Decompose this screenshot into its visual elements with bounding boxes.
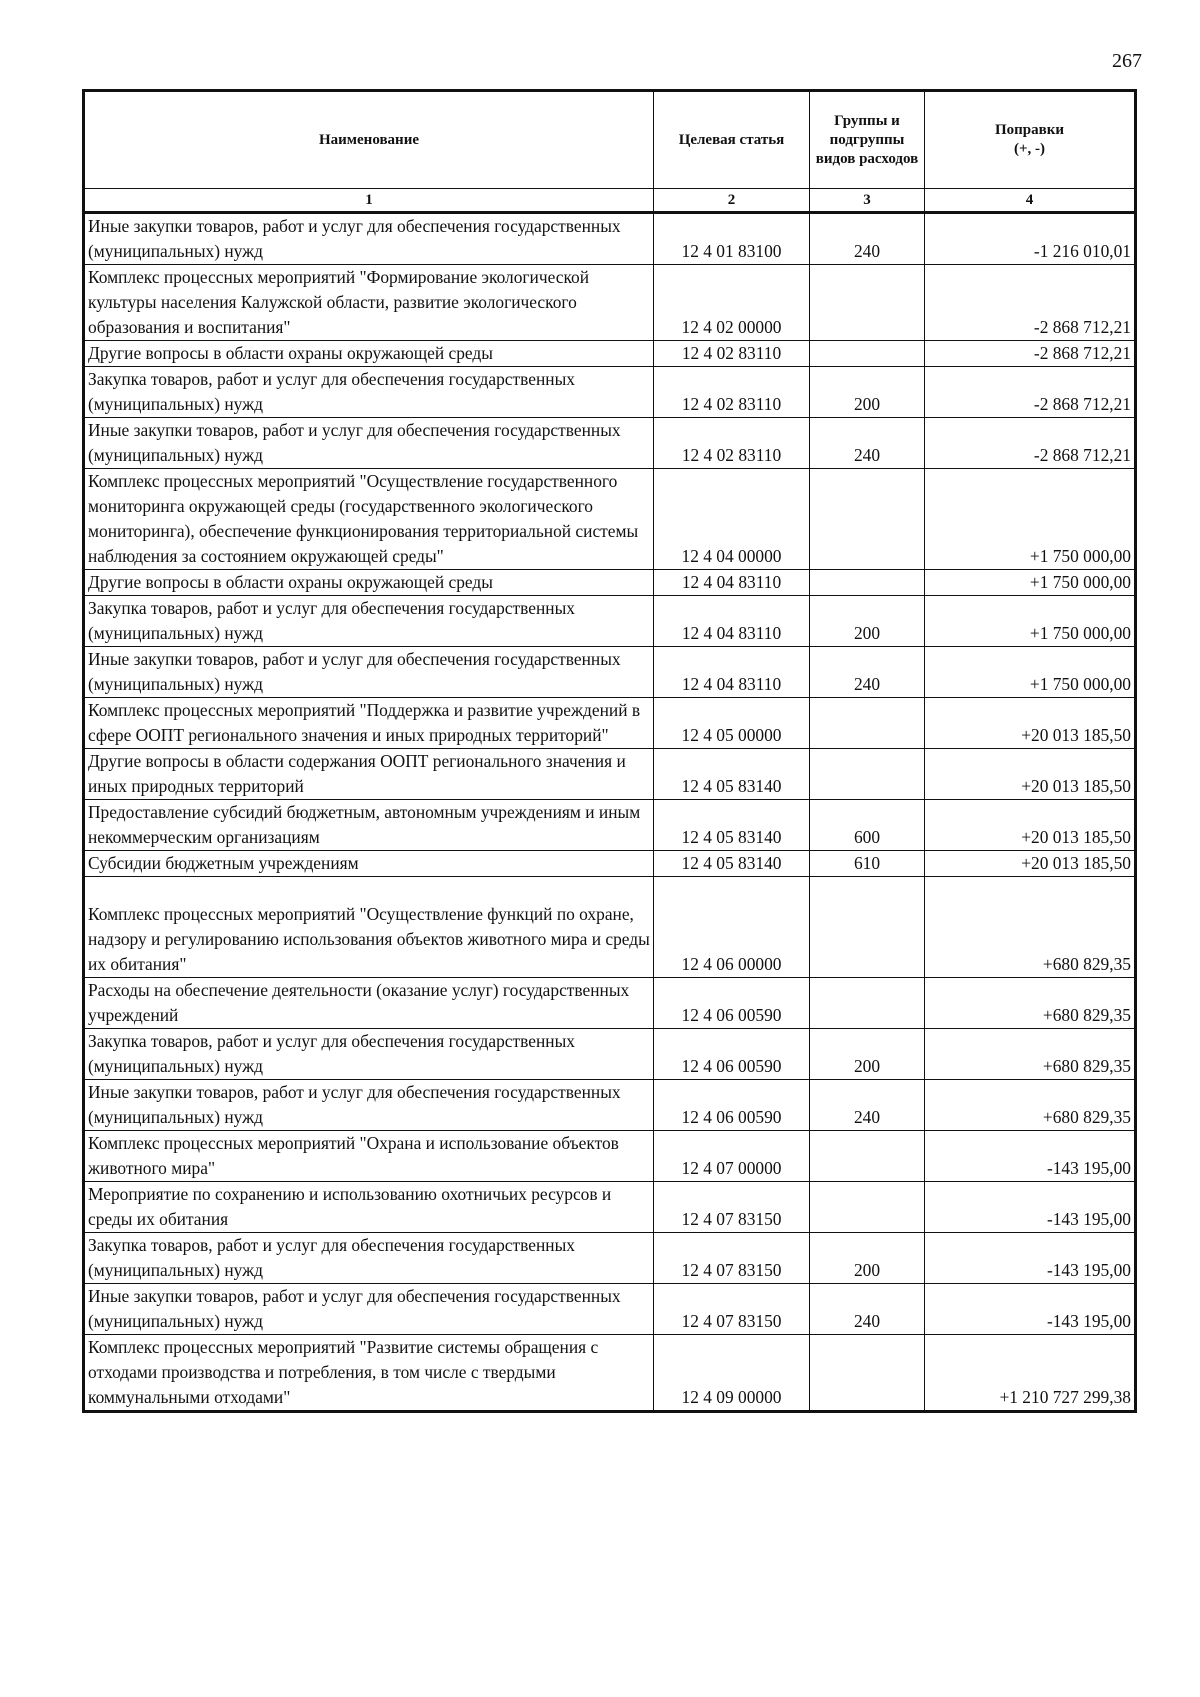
- column-number: 1: [84, 189, 654, 213]
- row-expense-group-cell: [810, 1335, 925, 1412]
- header-row: [84, 91, 1136, 189]
- table-row: [84, 213, 1136, 265]
- row-target-code-cell: 12 4 05 83140: [654, 749, 810, 800]
- table-row: [84, 1182, 1136, 1233]
- row-name-cell: Другие вопросы в области охраны окружающей среды: [84, 570, 654, 596]
- column-number: 4: [925, 189, 1136, 213]
- row-expense-group-cell: 610: [810, 851, 925, 877]
- row-target-code-cell: 12 4 06 00000: [654, 877, 810, 978]
- row-expense-group-cell: 240: [810, 1080, 925, 1131]
- row-name-cell: Закупка товаров, работ и услуг для обеспечения государственных (муниципальных) нужд: [84, 1029, 654, 1080]
- row-name-cell: Комплекс процессных мероприятий "Осуществление государственного мониторинга окружающей среды (государственного экологического мониторинга), обеспечение функционирования территориальной системы наблюдения за состоянием окружающей среды": [84, 469, 654, 570]
- row-expense-group-cell: 240: [810, 418, 925, 469]
- row-amendment-cell: -143 195,00: [925, 1233, 1136, 1284]
- row-expense-group-cell: 200: [810, 596, 925, 647]
- row-target-code-cell: 12 4 04 00000: [654, 469, 810, 570]
- row-amendment-cell: +680 829,35: [925, 978, 1136, 1029]
- table-row: [84, 570, 1136, 596]
- row-name-cell: Закупка товаров, работ и услуг для обеспечения государственных (муниципальных) нужд: [84, 596, 654, 647]
- header-number-row: [84, 189, 1136, 213]
- row-expense-group-cell: 200: [810, 1233, 925, 1284]
- row-target-code-cell: 12 4 02 00000: [654, 265, 810, 341]
- table-row: [84, 1080, 1136, 1131]
- row-name-cell: Комплекс процессных мероприятий "Осуществление функций по охране, надзору и регулированию использования объектов животного мира и среды их обитания": [84, 877, 654, 978]
- row-expense-group-cell: [810, 877, 925, 978]
- row-expense-group-cell: [810, 1182, 925, 1233]
- row-amendment-cell: +680 829,35: [925, 877, 1136, 978]
- row-target-code-cell: 12 4 02 83110: [654, 341, 810, 367]
- row-name-cell: Иные закупки товаров, работ и услуг для обеспечения государственных (муниципальных) нужд: [84, 418, 654, 469]
- row-target-code-cell: 12 4 07 83150: [654, 1284, 810, 1335]
- row-amendment-cell: +20 013 185,50: [925, 800, 1136, 851]
- row-name-cell: Расходы на обеспечение деятельности (оказание услуг) государственных учреждений: [84, 978, 654, 1029]
- row-expense-group-cell: [810, 469, 925, 570]
- table-row: [84, 1131, 1136, 1182]
- row-expense-group-cell: 240: [810, 647, 925, 698]
- row-target-code-cell: 12 4 04 83110: [654, 596, 810, 647]
- row-amendment-cell: +680 829,35: [925, 1029, 1136, 1080]
- row-amendment-cell: +20 013 185,50: [925, 749, 1136, 800]
- row-name-cell: Закупка товаров, работ и услуг для обеспечения государственных (муниципальных) нужд: [84, 1233, 654, 1284]
- row-amendment-cell: -1 216 010,01: [925, 213, 1136, 265]
- table-row: [84, 1284, 1136, 1335]
- table-row: [84, 1335, 1136, 1412]
- row-amendment-cell: -2 868 712,21: [925, 341, 1136, 367]
- row-target-code-cell: 12 4 05 00000: [654, 698, 810, 749]
- row-name-cell: Субсидии бюджетным учреждениям: [84, 851, 654, 877]
- row-name-cell: Другие вопросы в области содержания ООПТ регионального значения и иных природных территорий: [84, 749, 654, 800]
- row-expense-group-cell: [810, 749, 925, 800]
- row-target-code-cell: 12 4 02 83110: [654, 418, 810, 469]
- table-row: [84, 341, 1136, 367]
- row-amendment-cell: -2 868 712,21: [925, 367, 1136, 418]
- table-row: [84, 647, 1136, 698]
- row-amendment-cell: +1 750 000,00: [925, 570, 1136, 596]
- row-amendment-cell: -143 195,00: [925, 1182, 1136, 1233]
- row-target-code-cell: 12 4 05 83140: [654, 800, 810, 851]
- row-amendment-cell: -2 868 712,21: [925, 418, 1136, 469]
- row-target-code-cell: 12 4 07 83150: [654, 1182, 810, 1233]
- row-name-cell: Мероприятие по сохранению и использованию охотничьих ресурсов и среды их обитания: [84, 1182, 654, 1233]
- table-row: [84, 800, 1136, 851]
- row-expense-group-cell: 200: [810, 367, 925, 418]
- row-name-cell: Другие вопросы в области охраны окружающей среды: [84, 341, 654, 367]
- row-expense-group-cell: 600: [810, 800, 925, 851]
- row-expense-group-cell: [810, 570, 925, 596]
- table-row: [84, 265, 1136, 341]
- table-body: [84, 213, 1136, 1412]
- row-amendment-cell: +20 013 185,50: [925, 698, 1136, 749]
- row-name-cell: Комплекс процессных мероприятий "Охрана и использование объектов животного мира": [84, 1131, 654, 1182]
- table-row: [84, 596, 1136, 647]
- header-amendments-sign: (+, -): [1013, 141, 1046, 157]
- table-row: [84, 749, 1136, 800]
- table-row: [84, 367, 1136, 418]
- column-number: 2: [654, 189, 810, 213]
- table-row: [84, 877, 1136, 978]
- table-row: [84, 418, 1136, 469]
- header-target-article: Целевая статья: [654, 91, 810, 189]
- row-expense-group-cell: [810, 265, 925, 341]
- header-amendments: [925, 91, 1136, 189]
- table-row: [84, 978, 1136, 1029]
- page-number: 267: [1112, 50, 1142, 72]
- column-number: 3: [810, 189, 925, 213]
- row-target-code-cell: 12 4 01 83100: [654, 213, 810, 265]
- table-row: [84, 851, 1136, 877]
- row-target-code-cell: 12 4 06 00590: [654, 1080, 810, 1131]
- row-amendment-cell: +1 210 727 299,38: [925, 1335, 1136, 1412]
- row-expense-group-cell: [810, 978, 925, 1029]
- table-row: [84, 1029, 1136, 1080]
- row-expense-group-cell: [810, 1131, 925, 1182]
- row-name-cell: Комплекс процессных мероприятий "Развитие системы обращения с отходами производства и потребления, в том числе с твердыми коммунальными отходами": [84, 1335, 654, 1412]
- table-row: [84, 698, 1136, 749]
- row-expense-group-cell: [810, 341, 925, 367]
- table-row: [84, 1233, 1136, 1284]
- row-name-cell: Предоставление субсидий бюджетным, автономным учреждениям и иным некоммерческим организациям: [84, 800, 654, 851]
- row-amendment-cell: -2 868 712,21: [925, 265, 1136, 341]
- header-expense-groups: Группы и подгруппы видов расходов: [810, 91, 925, 189]
- header-amendments-label: Поправки: [994, 122, 1065, 138]
- row-amendment-cell: +1 750 000,00: [925, 647, 1136, 698]
- row-target-code-cell: 12 4 02 83110: [654, 367, 810, 418]
- row-expense-group-cell: 240: [810, 1284, 925, 1335]
- row-target-code-cell: 12 4 05 83140: [654, 851, 810, 877]
- header-name: Наименование: [84, 91, 654, 189]
- row-name-cell: Иные закупки товаров, работ и услуг для обеспечения государственных (муниципальных) нужд: [84, 1284, 654, 1335]
- row-target-code-cell: 12 4 06 00590: [654, 978, 810, 1029]
- row-amendment-cell: -143 195,00: [925, 1131, 1136, 1182]
- row-target-code-cell: 12 4 09 00000: [654, 1335, 810, 1412]
- row-name-cell: Иные закупки товаров, работ и услуг для обеспечения государственных (муниципальных) нужд: [84, 647, 654, 698]
- row-expense-group-cell: 240: [810, 213, 925, 265]
- row-amendment-cell: +20 013 185,50: [925, 851, 1136, 877]
- row-amendment-cell: -143 195,00: [925, 1284, 1136, 1335]
- row-name-cell: Комплекс процессных мероприятий "Поддержка и развитие учреждений в сфере ООПТ регионального значения и иных природных территорий": [84, 698, 654, 749]
- budget-table: [82, 89, 1137, 1413]
- row-target-code-cell: 12 4 07 00000: [654, 1131, 810, 1182]
- row-target-code-cell: 12 4 04 83110: [654, 570, 810, 596]
- row-amendment-cell: +680 829,35: [925, 1080, 1136, 1131]
- row-name-cell: Иные закупки товаров, работ и услуг для обеспечения государственных (муниципальных) нужд: [84, 1080, 654, 1131]
- row-name-cell: Закупка товаров, работ и услуг для обеспечения государственных (муниципальных) нужд: [84, 367, 654, 418]
- row-name-cell: Иные закупки товаров, работ и услуг для обеспечения государственных (муниципальных) нужд: [84, 213, 654, 265]
- table-row: [84, 469, 1136, 570]
- row-amendment-cell: +1 750 000,00: [925, 596, 1136, 647]
- row-expense-group-cell: [810, 698, 925, 749]
- row-name-cell: Комплекс процессных мероприятий "Формирование экологической культуры населения Калужской области, развитие экологического образования и воспитания": [84, 265, 654, 341]
- row-target-code-cell: 12 4 04 83110: [654, 647, 810, 698]
- row-target-code-cell: 12 4 07 83150: [654, 1233, 810, 1284]
- row-expense-group-cell: 200: [810, 1029, 925, 1080]
- row-target-code-cell: 12 4 06 00590: [654, 1029, 810, 1080]
- table-header: [84, 91, 1136, 213]
- row-amendment-cell: +1 750 000,00: [925, 469, 1136, 570]
